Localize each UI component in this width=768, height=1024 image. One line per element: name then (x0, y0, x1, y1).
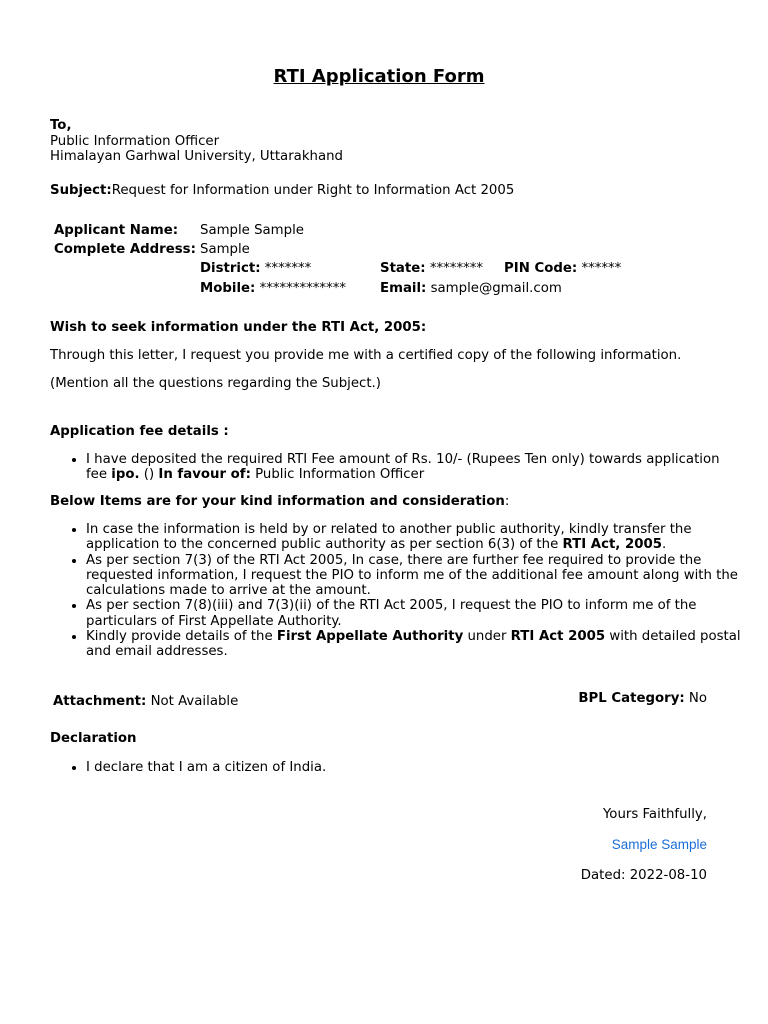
institution-line: Himalayan Garhwal University, Uttarakhand (50, 149, 343, 164)
district-label: District: (200, 261, 261, 276)
list-item (86, 452, 726, 483)
signature-name: Sample Sample (611, 837, 707, 852)
pin-label: PIN Code: (504, 261, 578, 276)
declaration-list (50, 760, 726, 775)
mobile-value: ************* (259, 281, 347, 296)
item4-d: RTI Act 2005 (510, 629, 606, 645)
page-title: RTI Application Form (273, 66, 485, 87)
officer-line: Public Information Officer (50, 133, 220, 149)
item4-a: Kindly provide details of the (86, 629, 277, 645)
bpl-label: BPL Category: (578, 691, 685, 706)
email-label: Email: (380, 281, 427, 296)
fee-text: I have deposited the required RTI Fee amount of Rs. 10/- (Rupees Ten only) towards application fee (86, 452, 720, 483)
fee-ipo: ipo. (111, 467, 140, 483)
state-value: ******** (429, 261, 484, 276)
bpl-line (578, 691, 707, 706)
district-value: ******* (264, 261, 312, 276)
item4-e: with detailed postal and email addresses. (86, 629, 741, 660)
list-item: • As per section 7(3) of the RTI Act 2005, In case, there are further fee required to provide the requested information, I request the PIO to inform me of the additional fee amount along with the calculations made to arrive at the amount. (86, 553, 751, 599)
list-item (86, 629, 751, 660)
pin-field (504, 261, 621, 276)
mobile-label: Mobile: (200, 281, 256, 296)
list-item: • I declare that I am a citizen of India. (86, 760, 726, 775)
pin-value: ****** (581, 261, 622, 276)
item1-text: In case the information is held by or related to another public authority, kindly transfer the application to the concerned public authority as per section 6(3) of the (86, 522, 692, 553)
applicant-name-value: Sample Sample (200, 223, 304, 238)
subject-line (50, 183, 514, 198)
fee-heading: Application fee details : (50, 424, 229, 439)
dated-line: Dated: 2022-08-10 (580, 868, 707, 883)
attachment-value: Not Available (146, 694, 239, 709)
bpl-value: No (684, 691, 707, 706)
consideration-colon: : (504, 494, 510, 509)
address-label: Complete Address: (54, 242, 196, 257)
item4-c: under (463, 629, 511, 645)
declaration-heading: Declaration (50, 731, 137, 746)
item1-bold: RTI Act, 2005 (562, 537, 662, 553)
to-label: To, (50, 118, 72, 133)
fee-brackets: () (139, 467, 159, 483)
applicant-name-label: Applicant Name: (54, 223, 179, 238)
subject-text: Request for Information under Right to Information Act 2005 (111, 183, 515, 198)
addressee-block (50, 118, 343, 165)
list-item (86, 522, 751, 553)
attachment-label: Attachment: (53, 694, 147, 709)
mobile-field (200, 281, 346, 296)
subject-label: Subject: (50, 183, 112, 198)
favour-value: Public Information Officer (250, 467, 425, 483)
list-item: • As per section 7(8)(iii) and 7(3)(ii) of the RTI Act 2005, I request the PIO to inform me of the particulars of First Appellate Authority. (86, 598, 751, 629)
item1-end: . (662, 537, 667, 553)
consideration-heading-text: Below Items are for your kind information and consideration (50, 494, 505, 509)
consideration-list (50, 522, 751, 660)
state-field (380, 261, 483, 276)
email-value: sample@gmail.com (430, 281, 562, 296)
attachment-line (53, 694, 238, 709)
state-label: State: (380, 261, 426, 276)
yours-faithfully: Yours Faithfully, (602, 807, 707, 822)
seek-heading: Wish to seek information under the RTI Act, 2005: (50, 320, 427, 335)
fee-list (50, 452, 726, 483)
district-field (200, 261, 311, 276)
item4-b: First Appellate Authority (276, 629, 464, 645)
address-value: Sample (200, 242, 250, 257)
favour-label: In favour of: (158, 467, 251, 483)
mention-text: (Mention all the questions regarding the Subject.) (50, 376, 381, 391)
consideration-heading (50, 494, 509, 509)
email-field (380, 281, 562, 296)
request-text: Through this letter, I request you provide me with a certified copy of the following information. (50, 348, 682, 363)
